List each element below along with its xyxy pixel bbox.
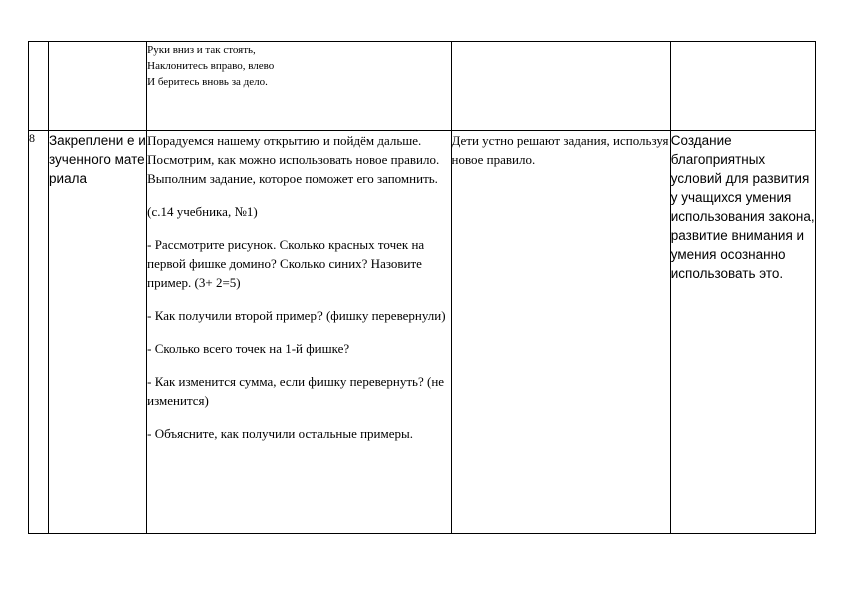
content-paragraph: - Сколько всего точек на 1-й фишке?: [147, 341, 350, 356]
lesson-plan-table: [28, 41, 816, 534]
content-paragraph: - Объясните, как получили остальные примеры.: [147, 426, 413, 441]
cell-content: [147, 42, 451, 131]
poem-line: Наклонитесь вправо, влево: [147, 60, 275, 72]
table-row: [29, 131, 816, 534]
content-paragraph: - Как изменится сумма, если фишку перевернуть? (не изменится): [147, 374, 445, 408]
poem-line: Руки вниз и так стоять,: [147, 44, 256, 56]
cell-students: [451, 42, 670, 131]
cell-students: Дети устно решают задания, используя новое правило.: [451, 131, 670, 534]
cell-content: [147, 131, 451, 534]
cell-goals: Создание благоприятных условий для развития у учащихся умения использования закона, развитие внимания и умения осознанно использовать это.: [670, 131, 815, 534]
content-paragraph: - Рассмотрите рисунок. Сколько красных точек на первой фишке домино? Сколько синих? Назовите пример. (3+ 2=5): [147, 237, 425, 290]
table-row: [29, 42, 816, 131]
cell-goals: [670, 42, 815, 131]
cell-number: 8: [29, 131, 49, 534]
content-paragraph: (с.14 учебника, №1): [147, 204, 258, 219]
content-paragraph: Порадуемся нашему открытию и пойдём дальше. Посмотрим, как можно использовать новое правило. Выполним задание, которое поможет его запомнить.: [147, 133, 440, 186]
cell-stage: Закреплени е изученного материала: [49, 131, 147, 534]
cell-number: [29, 42, 49, 131]
poem-line: И беритесь вновь за дело.: [147, 76, 268, 88]
content-paragraph: - Как получили второй пример? (фишку перевернули): [147, 308, 446, 323]
cell-stage: [49, 42, 147, 131]
